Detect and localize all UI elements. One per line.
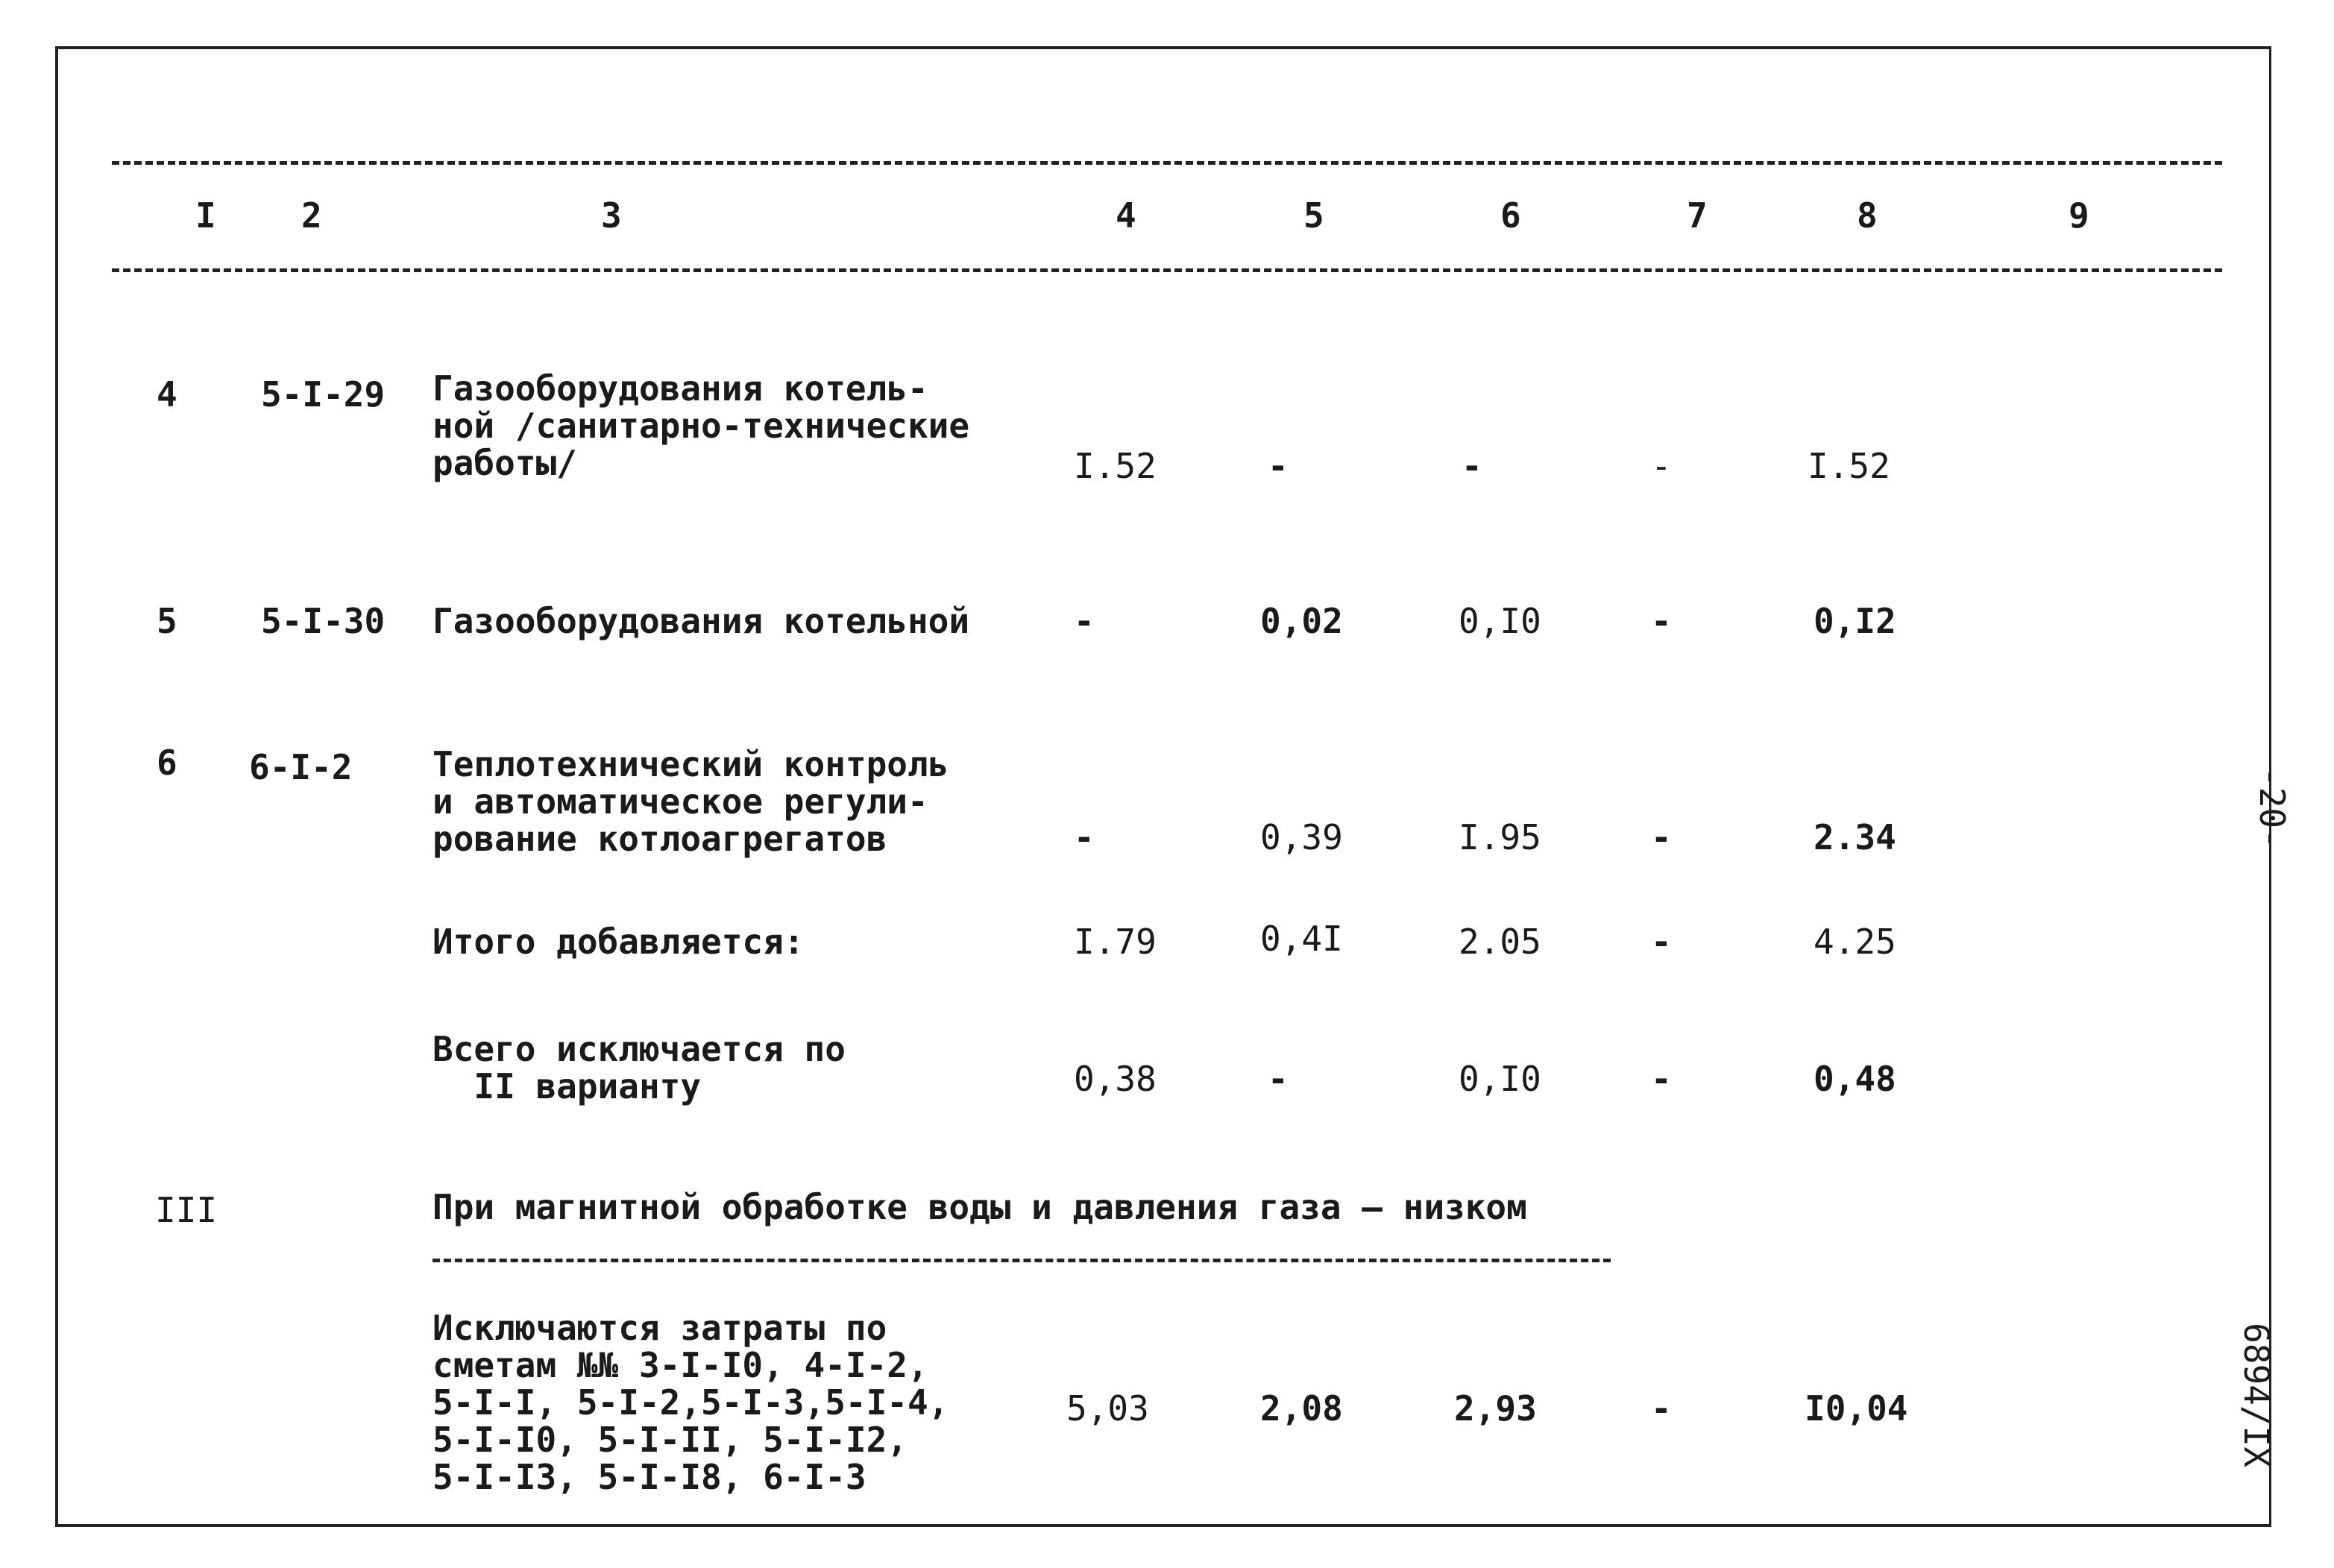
row-code: 5-I-30: [261, 601, 386, 641]
header-col-5: 5: [1303, 195, 1324, 236]
excluded-description-line: 5-I-I, 5-I-2,5-I-3,5-I-4,: [432, 1382, 949, 1423]
row-col-5: 0,39: [1260, 817, 1343, 857]
row-col-7: -: [1651, 601, 1672, 641]
excluded-description-line: 5-I-I3, 5-I-I8, 6-I-3: [432, 1457, 866, 1497]
header-col-2: 2: [301, 195, 322, 236]
total-added-col-6: 2.05: [1459, 922, 1541, 962]
row-description-line: Теплотехнический контроль: [432, 744, 949, 784]
section-rule: [432, 1259, 1611, 1262]
header-col-4: 4: [1116, 195, 1136, 236]
total-excluded-label-line: II варианту: [432, 1066, 702, 1106]
header-col-7: 7: [1687, 195, 1708, 236]
header-bottom-rule: [112, 268, 2222, 272]
row-col-4: -: [1074, 817, 1095, 857]
row-code: 6-I-2: [249, 747, 353, 787]
excluded-col-4: 5,03: [1066, 1388, 1149, 1429]
total-added-label: Итого добавляется:: [432, 922, 805, 962]
excluded-description-line: 5-I-I0, 5-I-II, 5-I-I2,: [432, 1420, 908, 1460]
row-description-line: ной /санитарно-технические: [432, 406, 970, 446]
row-number: 5: [157, 601, 177, 641]
row-col-6: I.95: [1459, 817, 1541, 857]
total-added-col-4: I.79: [1074, 922, 1157, 962]
header-col-8: 8: [1857, 195, 1878, 236]
total-excluded-col-8: 0,48: [1814, 1059, 1896, 1099]
row-number: 4: [157, 374, 177, 415]
document-number: 6894/IX: [2236, 1323, 2277, 1467]
row-col-4: -: [1074, 601, 1095, 641]
row-col-7: -: [1651, 817, 1672, 857]
total-added-col-8: 4.25: [1814, 922, 1896, 962]
total-added-col-7: -: [1651, 922, 1672, 962]
row-col-8: I.52: [1808, 446, 1890, 486]
excluded-col-5: 2,08: [1260, 1388, 1343, 1429]
total-excluded-col-5: -: [1268, 1059, 1289, 1099]
header-col-6: 6: [1500, 195, 1521, 236]
header-col-3: 3: [601, 195, 622, 236]
row-col-6: 0,I0: [1459, 601, 1541, 641]
row-description-line: и автоматическое регули-: [432, 781, 928, 822]
row-col-5: -: [1268, 446, 1289, 486]
section-number: III: [155, 1190, 218, 1230]
row-col-4: I.52: [1074, 446, 1157, 486]
row-description-line: Газооборудования котельной: [432, 601, 970, 641]
row-col-8: 2.34: [1814, 817, 1896, 857]
total-excluded-col-7: -: [1651, 1059, 1672, 1099]
total-excluded-label-line: Всего исключается по: [432, 1029, 846, 1069]
excluded-description-line: сметам №№ 3-I-I0, 4-I-2,: [432, 1345, 928, 1385]
page-number: -20-: [2252, 766, 2292, 849]
row-description-line: рование котлоагрегатов: [432, 819, 887, 859]
total-added-col-5: 0,4I: [1260, 919, 1343, 959]
excluded-description-line: Исключаются затраты по: [432, 1308, 887, 1348]
row-col-5: 0,02: [1260, 601, 1343, 641]
total-excluded-col-4: 0,38: [1074, 1059, 1157, 1099]
header-col-9: 9: [2069, 195, 2089, 236]
row-col-8: 0,I2: [1814, 601, 1896, 641]
excluded-col-8: I0,04: [1805, 1388, 1908, 1429]
header-col-1: I: [195, 195, 216, 236]
excluded-col-7: -: [1651, 1388, 1672, 1429]
row-description-line: Газооборудования котель-: [432, 368, 928, 409]
row-code: 5-I-29: [261, 374, 386, 415]
excluded-col-6: 2,93: [1454, 1388, 1537, 1429]
header-top-rule: [112, 161, 2222, 165]
row-col-7: -: [1651, 446, 1672, 486]
row-number: 6: [157, 743, 177, 783]
total-excluded-col-6: 0,I0: [1459, 1059, 1541, 1099]
row-col-6: -: [1462, 446, 1482, 486]
section-title: При магнитной обработке воды и давления газа – низком: [432, 1187, 1527, 1227]
row-description-line: работы/: [432, 443, 577, 483]
